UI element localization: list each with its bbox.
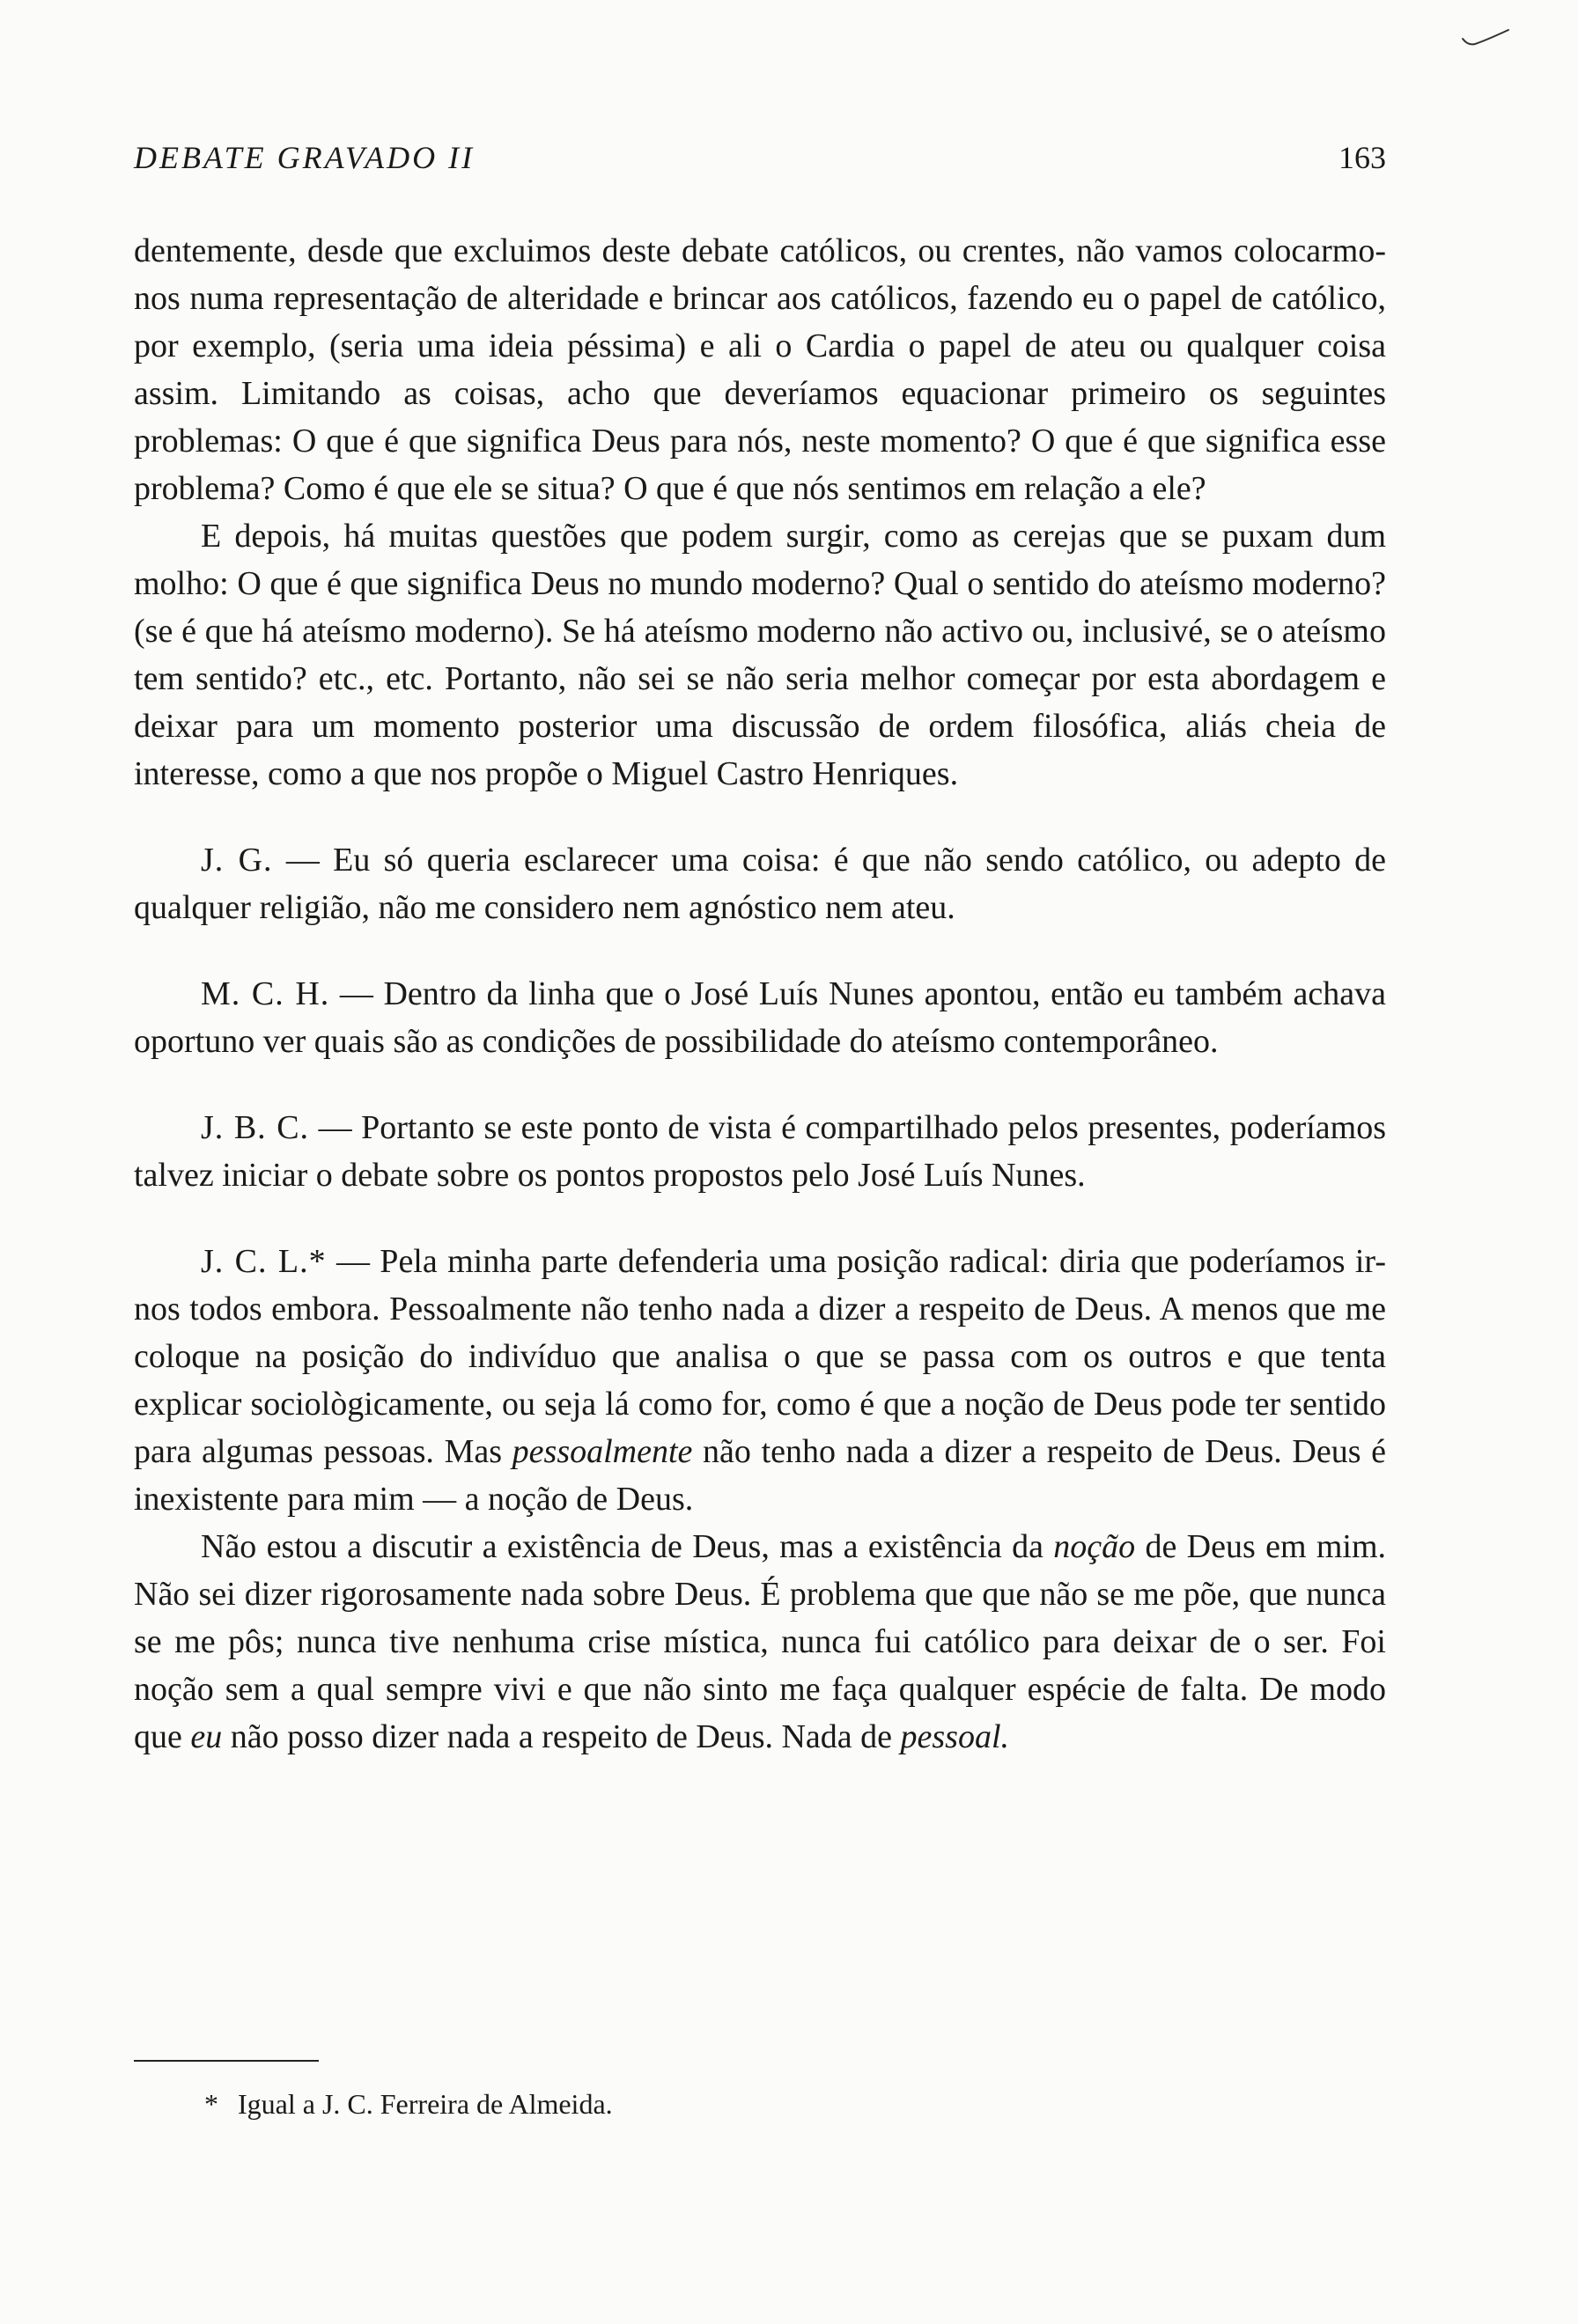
text-run: dentemente, desde que excluimos deste debate católicos, ou crentes, não vamos colocarmo-nos numa representação de alteridade e brincar aos católicos, fazendo eu o papel de católico, por exemplo, (seria uma ideia péssima) e ali o Cardia o papel de ateu ou qualquer coisa assim. Limitando as coisas, acho que deveríamos equacionar primeiro os seguintes problemas: O que é que significa Deus para nós, neste momento? O que é que significa esse problema? Como é que ele se situa? O que é que nós sentimos em relação a ele? <box>134 232 1386 507</box>
text-run: E depois, há muitas questões que podem surgir, como as cerejas que se puxam dum molho: O que é que significa Deus no mundo moderno? Qual o sentido do ateísmo moderno? (se é que há ateísmo moderno). Se há ateísmo moderno não activo ou, inclusivé, se o ateísmo tem sentido? etc., etc. Portanto, não sei se não seria melhor começar por esta abordagem e deixar para um momento posterior uma discussão de ordem filosófica, aliás cheia de interesse, como a que nos propõe o Miguel Castro Henriques. <box>134 518 1386 792</box>
speaker-label: J. B. C. <box>201 1109 310 1146</box>
page-header <box>134 139 1386 183</box>
italic-text: pessoalmente <box>512 1433 693 1470</box>
pencil-tick-mark <box>1459 26 1512 53</box>
text-run: não posso dizer nada a respeito de Deus. Nada de <box>222 1718 901 1755</box>
speaker-label: M. C. H. <box>201 975 330 1012</box>
speaker-paragraph <box>134 836 1386 931</box>
speaker-paragraph <box>134 1238 1386 1523</box>
speaker-label: J. G. <box>201 842 273 879</box>
paragraph <box>134 512 1386 798</box>
page-number: 163 <box>1338 140 1386 175</box>
speaker-paragraph <box>134 970 1386 1065</box>
footnote <box>204 2085 613 2123</box>
text-run: de Deus em mim. Não sei dizer rigorosamente nada sobre Deus. É problema que que não se me põe, que nunca se me pôs; nunca tive nenhuma crise mística, nunca fui católico para deixar de o ser. Foi noção sem a qual sempre vivi e que não sinto me faça qualquer espécie de falta. De modo que <box>134 1528 1386 1755</box>
footnote-text: Igual a J. C. Ferreira de Almeida. <box>238 2088 613 2120</box>
footnote-marker: * <box>204 2088 218 2120</box>
text-run: — Dentro da linha que o José Luís Nunes apontou, então eu também achava oportuno ver quais são as condições de possibilidade do ateísmo contemporâneo. <box>134 975 1386 1060</box>
italic-text: eu <box>190 1718 223 1755</box>
italic-text: pessoal. <box>900 1718 1010 1755</box>
speaker-label: J. C. L.* <box>201 1243 327 1280</box>
text-run: — Pela minha parte defenderia uma posição radical: diria que poderíamos ir-nos todos embora. Pessoalmente não tenho nada a dizer a respeito de Deus. A menos que me coloque na posição do indivíduo que analisa o que se passa com os outros e que tenta explicar sociològicamente, ou seja lá como for, como é que a noção de Deus pode ter sentido para algumas pessoas. Mas <box>134 1243 1386 1470</box>
running-title: DEBATE GRAVADO II <box>134 140 476 175</box>
text-run: — Portanto se este ponto de vista é compartilhado pelos presentes, poderíamos talvez iniciar o debate sobre os pontos propostos pelo José Luís Nunes. <box>134 1109 1386 1194</box>
footnote-divider <box>134 2060 319 2062</box>
paragraph <box>134 227 1386 512</box>
text-run: não tenho nada a dizer a respeito de Deus. Deus é inexistente para mim — a noção de Deus. <box>134 1433 1386 1518</box>
italic-text: noção <box>1053 1528 1136 1565</box>
text-run: Não estou a discutir a existência de Deus, mas a existência da <box>201 1528 1054 1565</box>
text-run: — Eu só queria esclarecer uma coisa: é que não sendo católico, ou adepto de qualquer religião, não me considero nem agnóstico nem ateu. <box>134 842 1386 926</box>
body-text <box>134 227 1386 1761</box>
paragraph <box>134 1523 1386 1761</box>
speaker-paragraph <box>134 1104 1386 1199</box>
